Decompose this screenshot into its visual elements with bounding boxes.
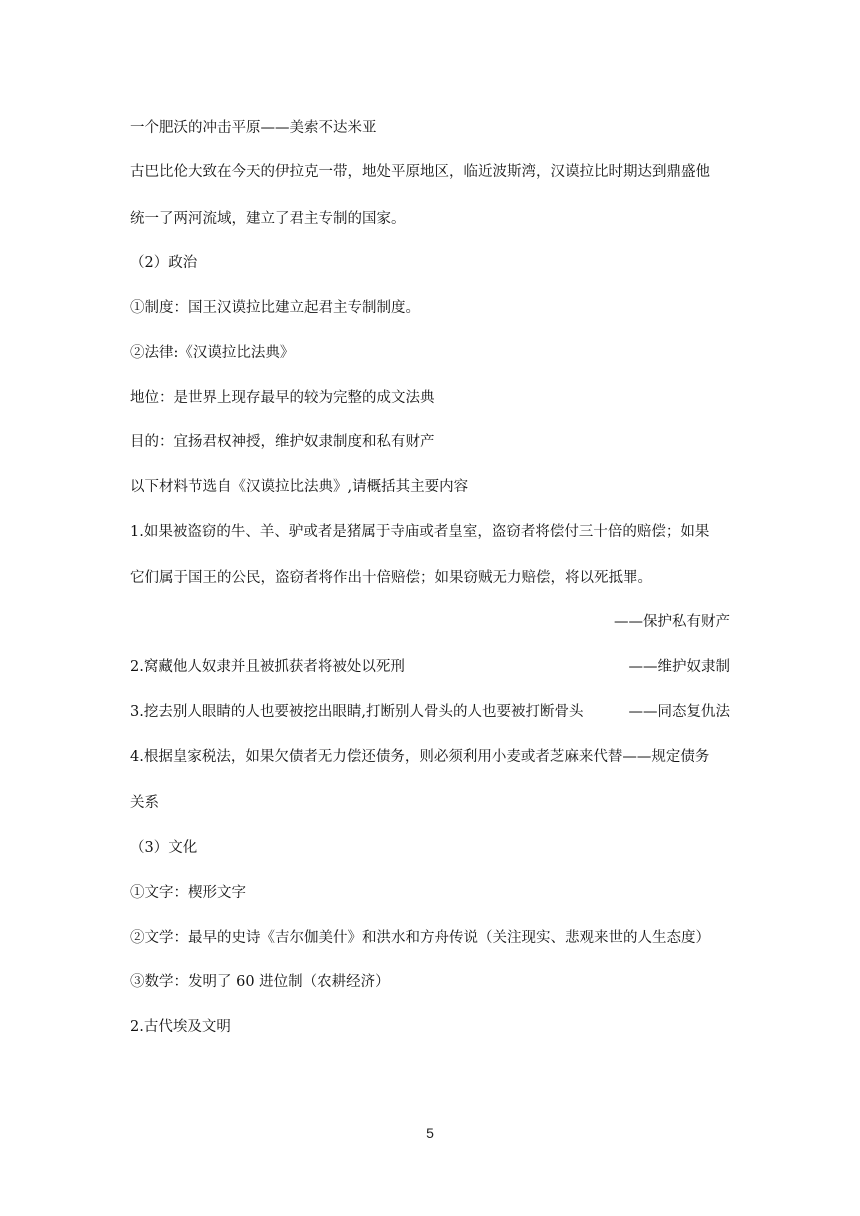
section-heading-egypt: 2.古代埃及文明 [130, 1019, 231, 1035]
text-line: 以下材料节选自《汉谟拉比法典》,请概括其主要内容 [130, 479, 469, 495]
section-heading-politics: （2）政治 [130, 255, 198, 271]
text-line: 一个肥沃的冲击平原——美索不达米亚 [130, 120, 377, 136]
law-item-3 [130, 702, 730, 722]
law-item-4: 4.根据皇家税法，如果欠债者无力偿还债务，则必须利用小麦或者芝麻来代替——规定债务 [130, 749, 710, 765]
law-item-3-text: 3.挖去别人眼睛的人也要被挖出眼睛,打断别人骨头的人也要被打断骨头 [130, 704, 584, 720]
law-item-2-text: 2.窝藏他人奴隶并且被抓获者将被处以死刑 [130, 659, 405, 675]
text-line: ②文学：最早的史诗《吉尔伽美什》和洪水和方舟传说（关注现实、悲观来世的人生态度） [130, 930, 710, 946]
text-line: 地位：是世界上现存最早的较为完整的成文法典 [130, 390, 435, 406]
text-line: ①制度：国王汉谟拉比建立起君主专制制度。 [130, 300, 420, 316]
text-line: 古巴比伦大致在今天的伊拉克一带，地处平原地区，临近波斯湾，汉谟拉比时期达到鼎盛他 [130, 164, 710, 180]
text-line: 它们属于国王的公民，盗窃者将作出十倍赔偿；如果窃贼无力赔偿，将以死抵罪。 [130, 570, 652, 586]
text-line: 目的：宜扬君权神授，维护奴隶制度和私有财产 [130, 434, 435, 450]
text-line: 统一了两河流域，建立了君主专制的国家。 [130, 211, 406, 227]
law-note-1: ——保护私有财产 [614, 614, 730, 630]
text-line: ①文字：楔形文字 [130, 885, 246, 901]
law-item-3-note: ——同态复仇法 [628, 704, 730, 720]
law-item-2 [130, 657, 730, 677]
text-line: ②法律:《汉谟拉比法典》 [130, 345, 295, 361]
text-line: 关系 [130, 795, 159, 811]
page-number: 5 [426, 1125, 434, 1141]
section-heading-culture: （3）文化 [130, 840, 198, 856]
text-line: ③数学：发明了 60 进位制（农耕经济） [130, 974, 390, 990]
law-item-2-note: ——维护奴隶制 [628, 659, 730, 675]
law-item-1: 1.如果被盗窃的牛、羊、驴或者是猪属于寺庙或者皇室，盗窃者将偿付三十倍的赔偿；如果 [130, 524, 710, 540]
